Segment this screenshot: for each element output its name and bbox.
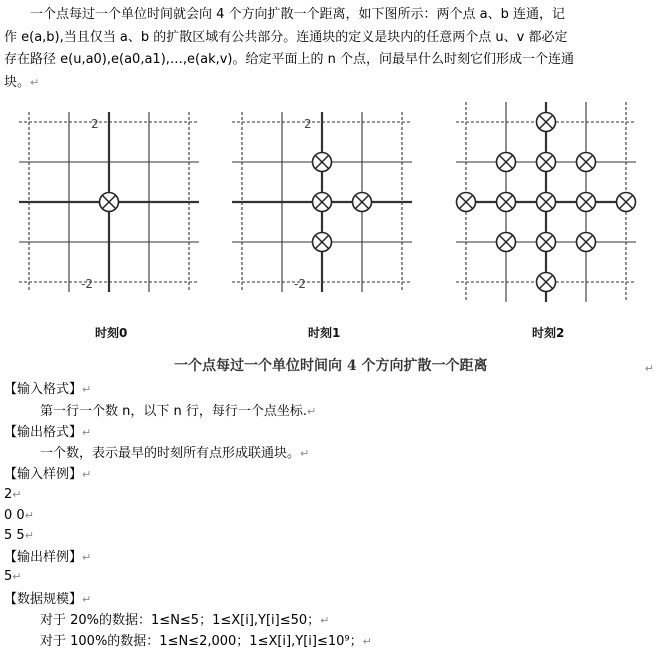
diffusion-point <box>313 193 332 212</box>
sample-input-value: 0 0 <box>4 508 25 523</box>
limit-text: 对于 100%的数据：1≤N≤2,000；1≤X[i],Y[i]≤10⁹； <box>40 634 363 649</box>
limit-line <box>40 630 372 649</box>
sample-input-value: 5 5 <box>4 528 25 543</box>
section-title: 【输入格式】 <box>4 382 83 397</box>
limit-line <box>40 609 329 628</box>
tick-label-bottom: -2 <box>294 277 306 291</box>
paragraph-mark: ↵ <box>12 488 22 501</box>
diffusion-figure <box>14 90 664 380</box>
diffusion-diagram <box>14 90 664 380</box>
diffusion-point <box>577 193 596 212</box>
paragraph-mark: ↵ <box>644 362 654 375</box>
diffusion-point <box>313 153 332 172</box>
diffusion-point <box>537 193 556 212</box>
diffusion-point <box>313 233 332 252</box>
diffusion-point <box>577 233 596 252</box>
paragraph-mark: ↵ <box>82 551 92 564</box>
tick-label-top: 2 <box>304 117 312 131</box>
diffusion-point <box>537 233 556 252</box>
paragraph-mark: ↵ <box>82 383 92 396</box>
sample-input-line <box>4 487 22 502</box>
paragraph-mark: ↵ <box>24 509 34 522</box>
paragraph-mark: ↵ <box>82 593 92 606</box>
input-format-body: 第一行一个数 n，以下 n 行，每行一个点坐标. <box>40 404 308 419</box>
diffusion-point <box>457 193 476 212</box>
panel-time-0 <box>19 112 199 340</box>
sample-output-line <box>4 569 22 584</box>
paragraph-mark: ↵ <box>24 529 34 542</box>
diffusion-point <box>537 113 556 132</box>
panel-time-1 <box>232 112 412 340</box>
section-title: 【输出样例】 <box>4 550 83 565</box>
panel-label: 时刻0 <box>95 326 128 340</box>
paragraph-mark: ↵ <box>12 570 22 583</box>
panel-label: 时刻2 <box>532 326 565 340</box>
paragraph-mark: ↵ <box>320 614 330 627</box>
tick-label-top: 2 <box>91 117 99 131</box>
output-format-text <box>40 442 309 461</box>
tick-label-bottom: -2 <box>81 277 93 291</box>
input-format-text <box>40 400 316 419</box>
output-format-heading <box>4 421 91 440</box>
paragraph-mark: ↵ <box>82 426 92 439</box>
paragraph-mark: ↵ <box>300 447 310 460</box>
input-format-heading <box>4 378 91 397</box>
panel-time-2 <box>456 102 636 340</box>
figure-caption: 一个点每过一个单位时间向 4 个方向扩散一个距离 <box>174 358 488 374</box>
diffusion-point <box>577 153 596 172</box>
section-title: 【输入样例】 <box>4 467 83 482</box>
section-title: 【输出格式】 <box>4 425 83 440</box>
paragraph-mark: ↵ <box>82 468 92 481</box>
paragraph-mark: ↵ <box>362 635 372 648</box>
paragraph-mark: ↵ <box>307 405 317 418</box>
sample-input-heading <box>4 463 91 482</box>
paragraph-mark: ↵ <box>30 75 40 89</box>
section-title: 【数据规模】 <box>4 592 83 607</box>
diffusion-point <box>497 193 516 212</box>
limits-heading <box>4 588 91 607</box>
sample-input-line <box>4 508 34 523</box>
diffusion-point <box>537 273 556 292</box>
output-format-body: 一个数，表示最早的时刻所有点形成联通块。 <box>40 446 301 461</box>
diffusion-point <box>497 153 516 172</box>
diffusion-point <box>353 193 372 212</box>
diffusion-point <box>617 193 636 212</box>
sample-output-heading <box>4 546 91 565</box>
sample-output-value: 5 <box>4 569 13 584</box>
limit-text: 对于 20%的数据：1≤N≤5；1≤X[i],Y[i]≤50； <box>40 613 321 628</box>
diffusion-point <box>497 233 516 252</box>
intro-text: 一个点每过一个单位时间就会向 4 个方向扩散一个距离，如下图所示：两个点 a、b 连通，记作 e(a,b),当且仅当 a、b 的扩散区域有公共部分。连通块的定义是块内的任意两个点 u、v 都必定存在路径 e(u,a0),e(a0,a1),…,e(ak,v)。给定平面上的 n 个点，问最早什么时刻它们形成一个连通块。 <box>4 7 574 90</box>
diffusion-point <box>537 153 556 172</box>
panel-label: 时刻1 <box>308 326 341 340</box>
sample-input-value: 2 <box>4 487 13 502</box>
diffusion-point <box>100 193 119 212</box>
sample-input-line <box>4 528 34 543</box>
intro-paragraph <box>4 4 578 94</box>
